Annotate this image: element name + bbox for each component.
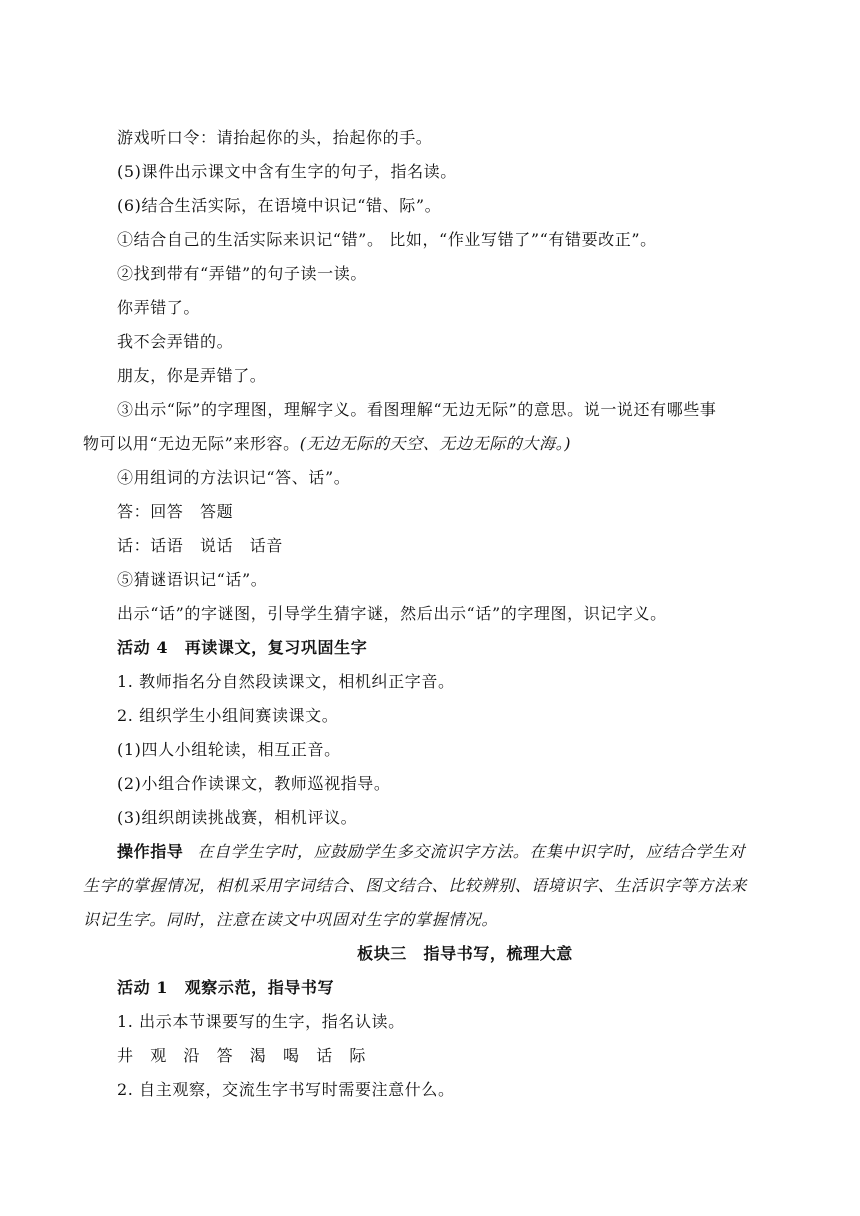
text-line: 你弄错了。 xyxy=(117,298,201,317)
answer-note: (无边无际的天空、无边无际的大海。) xyxy=(299,434,572,453)
text-line: (1)四人小组轮读，相互正音。 xyxy=(117,740,341,759)
text-line xyxy=(83,434,783,454)
text-line: (2)小组合作读课文，教师巡视指导。 xyxy=(117,774,391,793)
text-line: 我不会弄错的。 xyxy=(117,332,234,351)
text-line: 1. 教师指名分自然段读课文，相机纠正字音。 xyxy=(117,672,455,691)
guidance-label: 操作指导 xyxy=(117,842,184,861)
text-line: ⑤猜谜语识记“话”。 xyxy=(117,570,268,589)
text-line: (5)课件出示课文中含有生字的句子，指名读。 xyxy=(117,162,457,181)
text-line: ①结合自己的生活实际来识记“错”。 比如，“作业写错了”“有错要改正”。 xyxy=(117,230,657,249)
text-line: (3)组织朗读挑战赛，相机评议。 xyxy=(117,808,358,827)
text-line: 1. 出示本节课要写的生字，指名认读。 xyxy=(117,1012,405,1031)
guidance-line: 生字的掌握情况，相机采用字词结合、图文结合、比较辨别、语境识字、生活识字等方法来 xyxy=(83,876,748,895)
character-list: 井 观 沿 答 渴 喝 话 际 xyxy=(117,1046,367,1065)
section-heading: 板块三 指导书写，梳理大意 xyxy=(357,944,573,963)
guidance-line xyxy=(117,842,817,862)
text-span: 在自学生字时，应鼓励学生多交流识字方法。在集中识字时，应结合学生对 xyxy=(197,842,746,861)
activity-heading: 活动 1 观察示范，指导书写 xyxy=(117,978,335,997)
text-line: (6)结合生活实际，在语境中识记“错、际”。 xyxy=(117,196,442,215)
text-line: 游戏听口令：请抬起你的头，抬起你的手。 xyxy=(117,128,433,147)
text-line: ③出示“际”的字理图，理解字义。看图理解“无边无际”的意思。说一说还有哪些事 xyxy=(117,400,717,419)
text-line: ④用组词的方法识记“答、话”。 xyxy=(117,468,351,487)
guidance-line: 识记生字。同时，注意在读文中巩固对生字的掌握情况。 xyxy=(83,910,499,929)
text-span: 物可以用“无边无际”来形容。 xyxy=(83,434,300,453)
text-line: 答：回答 答题 xyxy=(117,502,234,521)
text-line: 2. 组织学生小组间赛读课文。 xyxy=(117,706,339,725)
text-line: 话：话语 说话 话音 xyxy=(117,536,284,555)
text-line: ②找到带有“弄错”的句子读一读。 xyxy=(117,264,367,283)
text-line: 出示“话”的字谜图，引导学生猜字谜，然后出示“话”的字理图，识记字义。 xyxy=(117,604,667,623)
activity-heading: 活动 4 再读课文，复习巩固生字 xyxy=(117,638,368,657)
text-line: 2. 自主观察，交流生字书写时需要注意什么。 xyxy=(117,1080,455,1099)
text-line: 朋友，你是弄错了。 xyxy=(117,366,267,385)
